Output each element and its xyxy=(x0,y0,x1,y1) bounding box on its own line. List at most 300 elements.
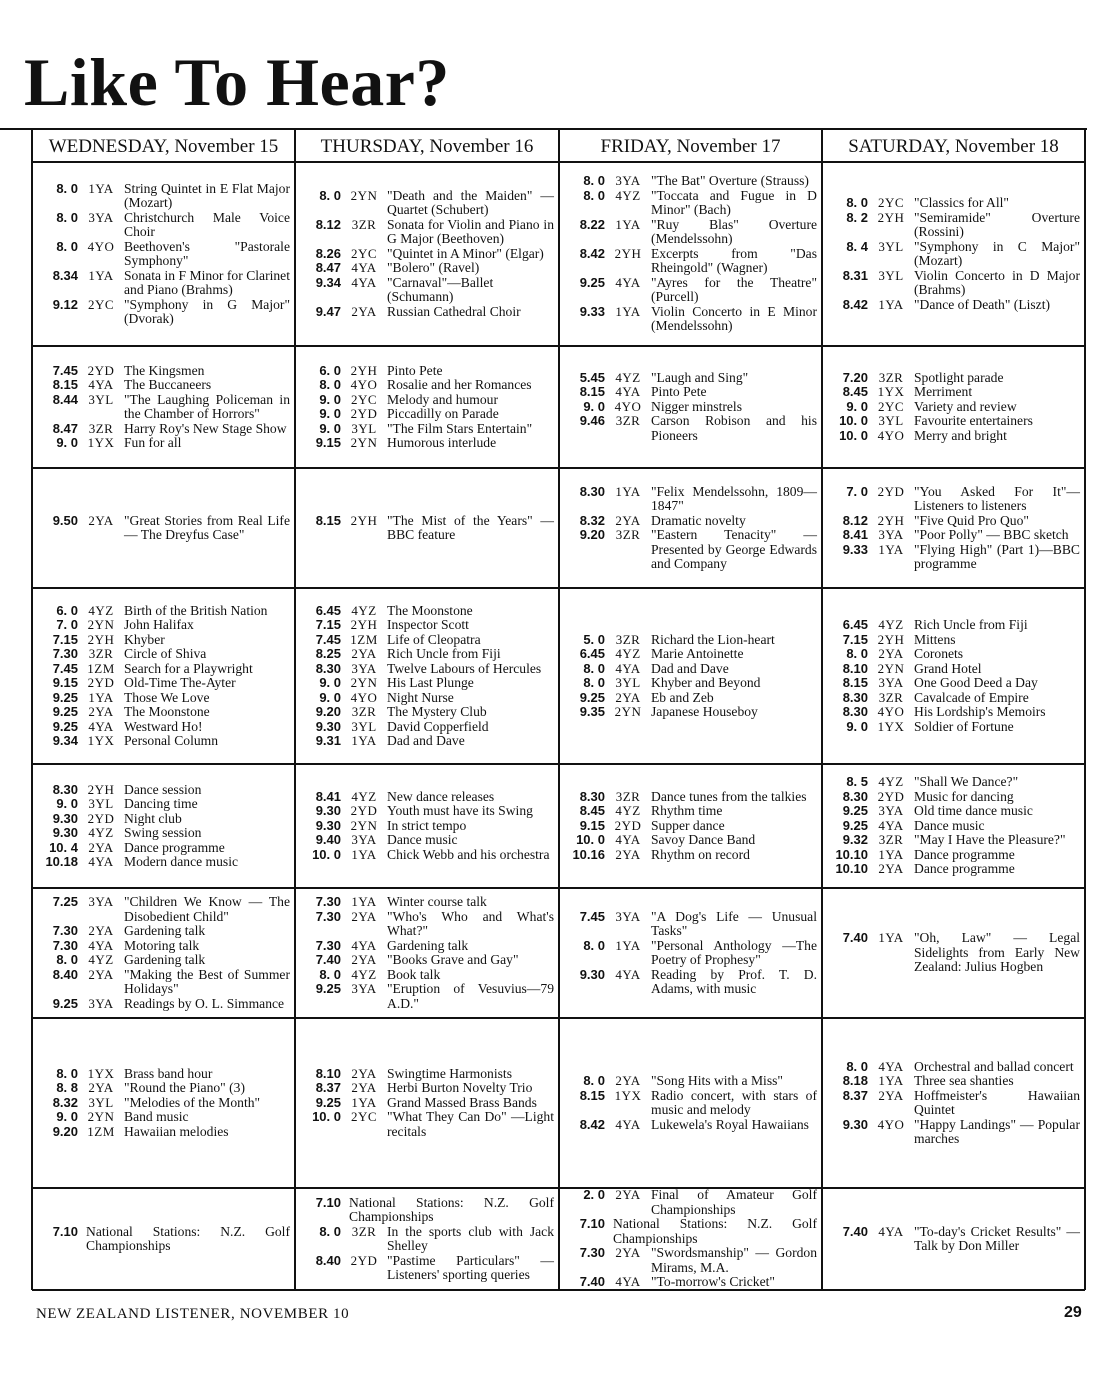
station-code: 2YC xyxy=(350,391,378,407)
station-code: 2YH xyxy=(877,512,905,528)
time-label: 6.45 xyxy=(315,602,341,618)
programme-entry xyxy=(565,705,817,720)
programme-entry xyxy=(565,400,817,415)
programme-entry xyxy=(828,196,1080,211)
programme-entry xyxy=(38,298,290,327)
programme-entry xyxy=(565,485,817,514)
programme-entry xyxy=(38,705,290,720)
station-code: 4YZ xyxy=(615,803,641,819)
programme-entry xyxy=(828,528,1080,543)
cell-music-thursday xyxy=(295,1019,558,1187)
station-code: 2YA xyxy=(615,1245,641,1261)
programme-entry xyxy=(301,720,554,735)
station-code: 4YZ xyxy=(615,369,641,385)
programme-title: Gardening talk xyxy=(124,952,206,967)
programme-title: National Stations: N.Z. Golf Championships xyxy=(349,1194,554,1224)
programme-entry xyxy=(301,910,554,939)
station-code: 4YZ xyxy=(878,774,904,790)
programme-title: Grand Massed Brass Bands xyxy=(387,1094,537,1110)
time-label: 7. 0 xyxy=(846,483,868,499)
time-label: 8. 2 xyxy=(846,209,868,225)
time-label: 7.10 xyxy=(52,1223,78,1239)
programme-entry xyxy=(301,705,554,720)
programme-entry xyxy=(828,1060,1080,1075)
programme-entry xyxy=(565,514,817,529)
column-rule xyxy=(1084,130,1086,1290)
time-label: 10.10 xyxy=(835,861,868,877)
programme-title: Excerpts from "Das Rheingold" (Wagner) xyxy=(651,245,817,276)
programme-title: Pinto Pete xyxy=(387,362,443,378)
programme-title: Dance session xyxy=(124,781,202,797)
time-label: 9.35 xyxy=(579,704,605,719)
programme-entry xyxy=(301,247,554,262)
programme-entry xyxy=(38,997,290,1012)
programme-title: "You Asked For It"— Listeners to listeners xyxy=(914,483,1080,513)
station-code: 2YA xyxy=(878,646,904,661)
programme-title: Winter course talk xyxy=(387,894,487,909)
programme-title: Orchestral and ballad concert xyxy=(914,1058,1074,1074)
cell-sport-friday xyxy=(559,1189,821,1289)
station-code: 3YL xyxy=(351,420,377,436)
station-code: 1ZM xyxy=(87,660,115,676)
programme-entry xyxy=(38,895,290,924)
station-code: 3YL xyxy=(88,1094,114,1110)
time-label: 8.37 xyxy=(842,1087,868,1103)
station-code: 2YN xyxy=(350,817,378,833)
time-label: 8.12 xyxy=(842,512,868,528)
time-label: 8.41 xyxy=(315,788,341,804)
programme-entry xyxy=(565,528,817,572)
programme-title: Piccadilly on Parade xyxy=(387,406,499,421)
time-label: 7.30 xyxy=(315,894,341,909)
time-label: 8.30 xyxy=(842,689,868,705)
time-label: 9. 0 xyxy=(56,1109,78,1125)
programme-entry xyxy=(38,647,290,662)
programme-entry xyxy=(301,819,554,834)
cell-talks-wednesday xyxy=(32,889,294,1017)
programme-entry xyxy=(38,1125,290,1140)
station-code: 1YA xyxy=(878,846,904,862)
programme-title: "The Mist of the Years" —BBC feature xyxy=(387,512,554,542)
programme-title: Dance music xyxy=(387,832,458,848)
time-label: 9.25 xyxy=(315,981,341,996)
station-code: 2YD xyxy=(350,1252,378,1268)
programme-entry xyxy=(301,1225,554,1254)
programme-entry xyxy=(828,514,1080,529)
programme-entry xyxy=(38,720,290,735)
programme-title: Richard the Lion-heart xyxy=(651,631,775,647)
programme-entry xyxy=(565,633,817,648)
schedule-grid xyxy=(0,128,1087,1290)
page-title: Like To Hear? xyxy=(24,44,450,120)
station-code: 3YA xyxy=(88,995,114,1011)
time-label: 8. 0 xyxy=(319,377,341,392)
time-label: 8. 5 xyxy=(846,774,868,790)
programme-title: Search for a Playwright xyxy=(124,660,253,676)
programme-entry xyxy=(828,720,1080,735)
programme-entry xyxy=(565,848,817,863)
programme-entry xyxy=(565,1074,817,1089)
programme-entry xyxy=(38,618,290,633)
time-label: 8.30 xyxy=(579,788,605,804)
station-code: 2YH xyxy=(877,631,905,647)
programme-entry xyxy=(38,1096,290,1111)
programme-title: "Ayres for the Theatre" (Purcell) xyxy=(651,274,817,305)
station-code: 1YX xyxy=(614,1087,642,1103)
programme-entry xyxy=(38,1081,290,1096)
programme-title: "Personal Anthology —The Poetry of Prophesy" xyxy=(651,937,817,967)
programme-title: "Dance of Death" (Liszt) xyxy=(914,296,1051,312)
cell-classical-saturday xyxy=(822,163,1084,345)
programme-entry xyxy=(38,953,290,968)
programme-entry xyxy=(38,422,290,437)
station-code: 2YN xyxy=(87,1109,115,1125)
programme-entry xyxy=(38,436,290,451)
programme-title: Russian Cathedral Choir xyxy=(387,303,521,319)
programme-entry xyxy=(301,790,554,805)
time-label: 8. 0 xyxy=(56,180,78,196)
time-label: 8.42 xyxy=(842,296,868,312)
station-code: 3YA xyxy=(351,832,377,848)
time-label: 9. 0 xyxy=(583,398,605,414)
time-label: 7.30 xyxy=(315,937,341,953)
programme-title: New dance releases xyxy=(387,788,495,804)
programme-entry xyxy=(38,734,290,749)
station-code: 3ZR xyxy=(878,369,904,385)
station-code: 4YA xyxy=(88,377,114,392)
time-label: 9.46 xyxy=(579,413,605,429)
programme-entry xyxy=(301,848,554,863)
station-code: 2YH xyxy=(350,512,378,528)
time-label: 10. 0 xyxy=(312,1109,341,1125)
time-label: 8.15 xyxy=(579,384,605,400)
programme-entry xyxy=(38,826,290,841)
programme-entry xyxy=(38,783,290,798)
programme-title: Life of Cleopatra xyxy=(387,631,481,647)
programme-title: Modern dance music xyxy=(124,854,239,869)
time-label: 9.34 xyxy=(52,733,78,748)
time-label: 9.33 xyxy=(842,541,868,557)
station-code: 3YA xyxy=(88,209,114,225)
programme-title: Violin Concerto in E Minor (Mendelssohn) xyxy=(651,303,817,334)
cell-classical-friday xyxy=(559,163,821,345)
programme-title: "Eruption of Vesuvius—79 A.D." xyxy=(387,981,554,1011)
programme-title: Coronets xyxy=(914,646,964,661)
time-label: 8. 0 xyxy=(319,1223,341,1239)
time-label: 9.25 xyxy=(579,689,605,705)
programme-title: Old-Time The-Ayter xyxy=(124,675,236,690)
programme-entry xyxy=(565,1118,817,1133)
station-code: 1YA xyxy=(351,733,377,748)
time-label: 10.16 xyxy=(572,846,605,862)
programme-title: Dance tunes from the talkies xyxy=(651,788,807,804)
programme-entry xyxy=(828,298,1080,313)
programme-title: Hoffmeister's Hawaiian Quintet xyxy=(914,1087,1080,1117)
station-code: 2YH xyxy=(87,631,115,647)
station-code: 4YZ xyxy=(88,602,114,618)
time-label: 9.20 xyxy=(579,527,605,542)
station-code: 2YA xyxy=(351,1065,377,1081)
programme-title: "Semiramide" Overture (Rossini) xyxy=(914,209,1080,239)
time-label: 10. 0 xyxy=(312,846,341,862)
time-label: 7.15 xyxy=(842,631,868,647)
programme-title: "Death and the Maiden" —Quartet (Schubert) xyxy=(387,187,554,218)
programme-title: Those We Love xyxy=(124,689,210,705)
programme-entry xyxy=(38,676,290,691)
cell-sport-wednesday xyxy=(32,1189,294,1289)
time-label: 8. 0 xyxy=(56,238,78,254)
programme-entry xyxy=(38,604,290,619)
programme-entry xyxy=(565,691,817,706)
station-code: 2YA xyxy=(615,689,641,705)
programme-entry xyxy=(565,676,817,691)
time-label: 9.30 xyxy=(315,718,341,734)
time-label: 7.45 xyxy=(52,362,78,378)
cell-drama-saturday xyxy=(822,469,1084,587)
programme-title: Night club xyxy=(124,810,182,826)
programme-entry xyxy=(828,414,1080,429)
station-code: 2YA xyxy=(351,908,377,924)
programme-title: Mittens xyxy=(914,631,956,647)
station-code: 2YC xyxy=(350,245,378,261)
time-label: 6. 0 xyxy=(319,362,341,378)
programme-entry xyxy=(828,862,1080,877)
station-code: 3YA xyxy=(351,660,377,676)
time-label: 8.30 xyxy=(842,704,868,719)
time-label: 8. 0 xyxy=(583,937,605,953)
time-label: 7.30 xyxy=(52,646,78,661)
programme-entry xyxy=(301,407,554,422)
programme-entry xyxy=(565,1217,817,1246)
programme-title: Grand Hotel xyxy=(914,660,982,676)
programme-entry xyxy=(828,633,1080,648)
time-label: 8.40 xyxy=(52,966,78,982)
time-label: 8. 0 xyxy=(583,1073,605,1088)
station-code: 2YD xyxy=(87,362,115,378)
programme-title: Swingtime Harmonists xyxy=(387,1065,512,1081)
time-label: 9.25 xyxy=(52,704,78,719)
station-code: 2YA xyxy=(615,1187,641,1203)
programme-entry xyxy=(301,514,554,543)
station-code: 1YA xyxy=(615,216,641,232)
station-code: 4YA xyxy=(615,1274,641,1290)
time-label: 8.18 xyxy=(842,1073,868,1088)
time-label: 9. 0 xyxy=(319,675,341,690)
time-label: 8.30 xyxy=(315,660,341,676)
time-label: 7.40 xyxy=(842,1223,868,1239)
time-label: 8. 0 xyxy=(56,209,78,225)
time-label: 8. 0 xyxy=(56,1065,78,1081)
programme-entry xyxy=(828,676,1080,691)
programme-entry xyxy=(38,182,290,211)
programme-title: Motoring talk xyxy=(124,937,200,953)
cell-serials-friday xyxy=(559,589,821,763)
station-code: 4YO xyxy=(877,427,905,443)
programme-title: Rich Uncle from Fiji xyxy=(387,646,501,661)
time-label: 8. 8 xyxy=(56,1080,78,1096)
station-code: 2YN xyxy=(87,617,115,632)
time-label: 7.15 xyxy=(52,631,78,647)
station-code: 2YA xyxy=(88,966,114,982)
station-code: 2YA xyxy=(351,646,377,661)
station-code: 1YA xyxy=(878,930,904,946)
time-label: 8. 0 xyxy=(583,173,605,189)
time-label: 8.45 xyxy=(842,384,868,400)
station-code: 2YD xyxy=(87,675,115,690)
programme-entry xyxy=(828,400,1080,415)
station-code: 2YA xyxy=(615,512,641,528)
cell-dance-saturday xyxy=(822,765,1084,887)
programme-title: "Felix Mendelssohn, 1809—1847" xyxy=(651,483,817,513)
programme-entry xyxy=(38,812,290,827)
programme-title: Dramatic novelty xyxy=(651,512,746,528)
station-code: 3YL xyxy=(615,675,641,690)
programme-entry xyxy=(301,691,554,706)
programme-entry xyxy=(828,485,1080,514)
programme-entry xyxy=(565,218,817,247)
programme-title: "Making the Best of Summer Holidays" xyxy=(124,966,290,996)
station-code: 1YX xyxy=(877,384,905,400)
time-label: 6.45 xyxy=(842,617,868,632)
programme-title: "Carnaval"—Ballet (Schumann) xyxy=(387,274,494,305)
programme-entry xyxy=(828,691,1080,706)
station-code: 2YA xyxy=(88,1080,114,1096)
station-code: 3YA xyxy=(88,894,114,909)
programme-title: Rich Uncle from Fiji xyxy=(914,617,1028,632)
cell-talks-friday xyxy=(559,889,821,1017)
station-code: 2YN xyxy=(350,435,378,450)
programme-title: Beethoven's "Pastorale Symphony" xyxy=(124,238,290,268)
programme-entry xyxy=(301,1067,554,1082)
programme-title: "Oh, Law" — Legal Sidelights from Early New Zealand: Julius Hogben xyxy=(914,930,1080,975)
station-code: 4YZ xyxy=(351,788,377,804)
station-code: 1YX xyxy=(87,1065,115,1081)
programme-title: "Five Quid Pro Quo" xyxy=(914,512,1029,528)
time-label: 9.30 xyxy=(52,825,78,840)
station-code: 4YZ xyxy=(878,617,904,632)
time-label: 8.15 xyxy=(842,675,868,690)
station-code: 3YA xyxy=(878,803,904,819)
station-code: 2YD xyxy=(350,406,378,421)
cell-music-saturday xyxy=(822,1019,1084,1187)
station-code: 2YA xyxy=(351,1080,377,1096)
programme-entry xyxy=(301,1081,554,1096)
programme-entry xyxy=(828,790,1080,805)
programme-entry xyxy=(301,833,554,848)
programme-title: "Quintet in A Minor" (Elgar) xyxy=(387,245,544,261)
station-code: 2YN xyxy=(350,187,378,203)
station-code: 3YA xyxy=(878,527,904,542)
programme-entry xyxy=(565,1246,817,1275)
time-label: 7.10 xyxy=(579,1216,605,1232)
time-label: 8.12 xyxy=(315,216,341,232)
programme-title: Spotlight parade xyxy=(914,369,1004,385)
station-code: 4YA xyxy=(615,660,641,676)
station-code: 3YL xyxy=(878,238,904,254)
programme-entry xyxy=(565,174,817,189)
programme-title: John Halifax xyxy=(124,617,194,632)
programme-title: String Quintet in E Flat Major (Mozart) xyxy=(124,180,290,210)
time-label: 10. 0 xyxy=(839,413,868,429)
time-label: 9.50 xyxy=(52,512,78,528)
programme-entry xyxy=(828,804,1080,819)
station-code: 1YA xyxy=(88,180,114,196)
time-label: 8.32 xyxy=(579,512,605,528)
programme-entry xyxy=(301,1196,554,1225)
station-code: 2YA xyxy=(88,512,114,528)
time-label: 8. 0 xyxy=(583,675,605,690)
station-code: 2YA xyxy=(351,952,377,967)
station-code: 2YC xyxy=(350,1109,378,1125)
station-code: 3YA xyxy=(615,908,641,924)
time-label: 10. 4 xyxy=(49,839,78,855)
programme-entry xyxy=(565,790,817,805)
programme-entry xyxy=(301,982,554,1011)
programme-entry xyxy=(828,662,1080,677)
time-label: 9.15 xyxy=(579,817,605,833)
programme-entry xyxy=(565,662,817,677)
time-label: 7.20 xyxy=(842,369,868,385)
programme-entry xyxy=(828,1118,1080,1147)
time-label: 7.25 xyxy=(52,894,78,909)
programme-entry xyxy=(301,734,554,749)
time-label: 9. 0 xyxy=(319,406,341,421)
station-code: 3YA xyxy=(615,173,641,189)
station-code: 4YA xyxy=(88,718,114,734)
time-label: 8.25 xyxy=(315,646,341,661)
station-code: 2YA xyxy=(615,1073,641,1088)
programme-title: Circle of Shiva xyxy=(124,646,207,661)
programme-title: "Symphony in C Major" (Mozart) xyxy=(914,238,1080,268)
programme-entry xyxy=(38,269,290,298)
time-label: 9. 0 xyxy=(56,435,78,450)
time-label: 9. 0 xyxy=(56,796,78,811)
programme-entry xyxy=(301,305,554,320)
time-label: 9.40 xyxy=(315,832,341,848)
programme-entry xyxy=(301,618,554,633)
programme-entry xyxy=(828,269,1080,298)
time-label: 8. 0 xyxy=(319,966,341,982)
time-label: 9.30 xyxy=(315,817,341,833)
programme-entry xyxy=(828,705,1080,720)
programme-entry xyxy=(301,261,554,276)
programme-title: "Children We Know — The Disobedient Child" xyxy=(124,894,290,924)
station-code: 2YA xyxy=(88,704,114,719)
programme-entry xyxy=(565,647,817,662)
time-label: 10. 0 xyxy=(576,832,605,848)
programme-entry xyxy=(301,604,554,619)
time-label: 8.47 xyxy=(315,260,341,276)
programme-title: One Good Deed a Day xyxy=(914,675,1038,690)
time-label: 8.31 xyxy=(842,267,868,283)
time-label: 8.30 xyxy=(52,781,78,797)
programme-title: Old time dance music xyxy=(914,803,1033,819)
time-label: 8.22 xyxy=(579,216,605,232)
programme-title: Nigger minstrels xyxy=(651,398,742,414)
programme-title: David Copperfield xyxy=(387,718,489,734)
station-code: 2YA xyxy=(615,846,641,862)
programme-entry xyxy=(301,647,554,662)
programme-title: Hawaiian melodies xyxy=(124,1123,229,1139)
time-label: 9.25 xyxy=(52,718,78,734)
station-code: 3YL xyxy=(878,413,904,429)
programme-entry xyxy=(301,968,554,983)
time-label: 9.25 xyxy=(52,995,78,1011)
time-label: 2. 0 xyxy=(583,1187,605,1203)
programme-title: "Who's Who and What's What?" xyxy=(387,908,554,938)
programme-entry xyxy=(828,385,1080,400)
station-code: 4YZ xyxy=(88,952,114,967)
